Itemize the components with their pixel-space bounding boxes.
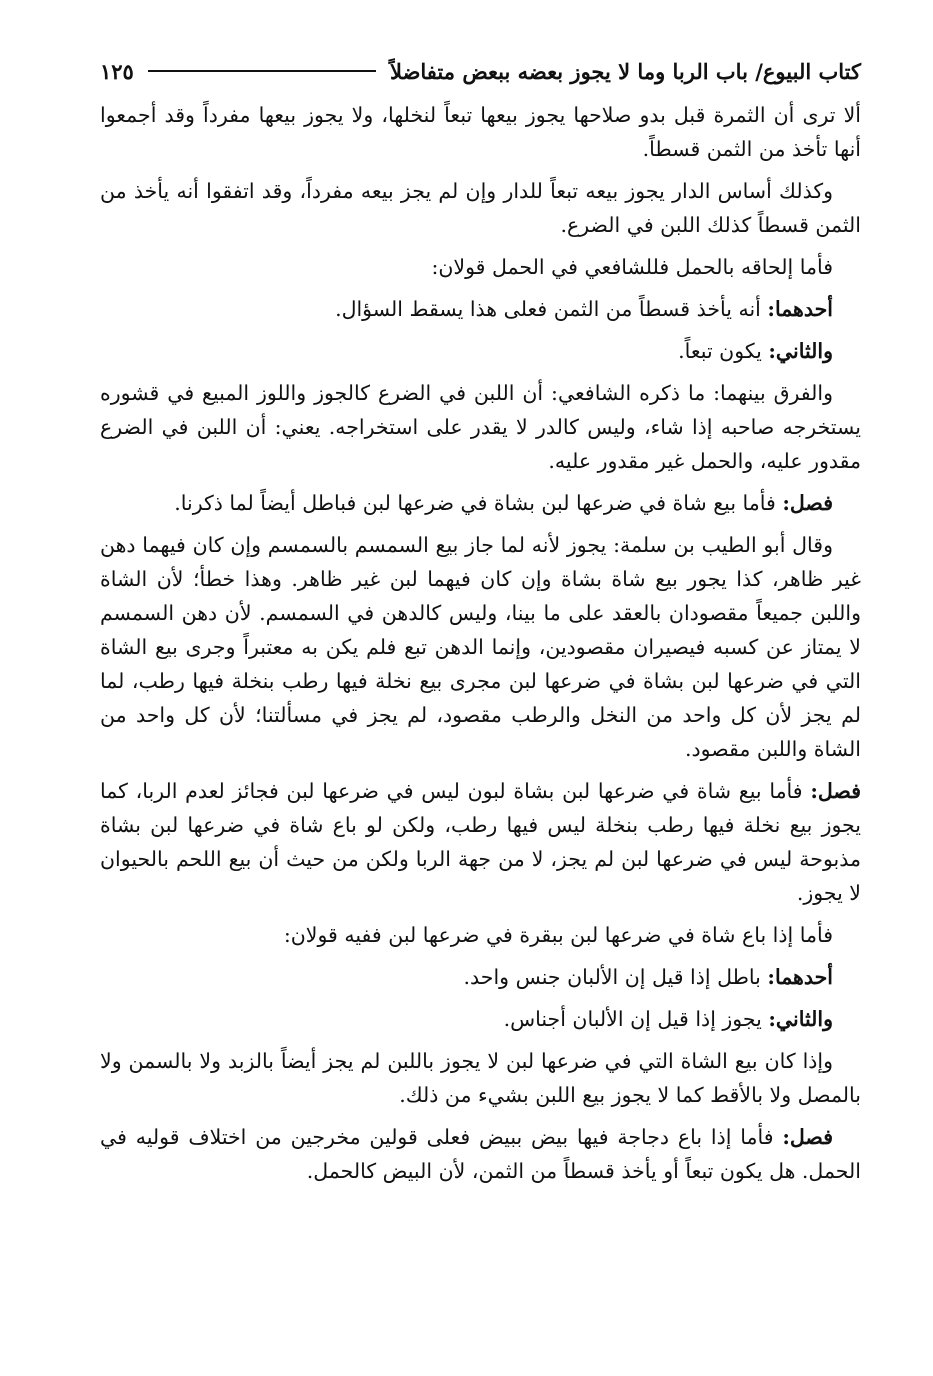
paragraph-label: والثاني: (768, 339, 833, 363)
paragraph-label: والثاني: (768, 1007, 833, 1031)
paragraph-label: فصل: (782, 491, 833, 515)
header-rule (148, 70, 376, 72)
paragraph-text: فأما إلحاقه بالحمل فللشافعي في الحمل قولان: (431, 255, 833, 279)
paragraph (100, 376, 861, 478)
paragraph (100, 1044, 861, 1112)
paragraph-text: وقال أبو الطيب بن سلمة: يجوز لأنه لما جاز بيع السمسم بالسمسم وإن كان فيهما دهن غير ظاهر، كذا يجور بيع شاة بشاة وإن كان فيهما لبن غير ظاهر. وهذا خطأ؛ لأن الشاة واللبن جميعاً مقصودان بالعقد على ما بينا، وليس كالدهن في السمسم. لأن دهن السمسم لا يمتاز عن كسبه فيصيران مقصودين، وإنما الدهن تبع فلم يكن به معتبراً وجرى بيع الشاة التي في ضرعها لبن بشاة في ضرعها لبن مجرى بيع نخلة فيها رطب بنخلة فيها رطب، لما لم يجز لأن كل واحد من النخل والرطب مقصود، لم يجز في مسألتنا؛ لأن كل واحد من الشاة واللبن مقصود. (100, 533, 861, 761)
paragraph-label: أحدهما: (767, 965, 833, 989)
paragraph-text: أنه يأخذ قسطاً من الثمن فعلى هذا يسقط السؤال. (335, 297, 768, 321)
paragraph-text: فأما بيع شاة في ضرعها لبن بشاة في ضرعها لبن فباطل أيضاً لما ذكرنا. (174, 491, 783, 515)
paragraph (100, 528, 861, 766)
paragraph-text: والفرق بينهما: ما ذكره الشافعي: أن اللبن في الضرع كالجوز واللوز المبيع في قشوره يستخرجه صاحبه إذا شاء، وليس كالدر لا يقدر على استخراجه. يعني: أن اللبن في الضرع مقدور عليه، والحمل غير مقدور عليه. (100, 381, 861, 473)
paragraph-text: باطل إذا قيل إن الألبان جنس واحد. (463, 965, 768, 989)
paragraph (100, 292, 861, 326)
paragraph-text: فأما بيع شاة في ضرعها لبن بشاة لبون ليس في ضرعها لبن فجائز لعدم الربا، كما يجوز بيع نخلة فيها رطب بنخلة ليس فيها رطب، ولكن لو باع شاة في ضرعها لبن بشاة مذبوحة ليس في ضرعها لبن لم يجز، لا من جهة الربا ولكن من حيث أن بيع اللحم بالحيوان لا يجوز. (100, 779, 861, 905)
paragraph (100, 960, 861, 994)
paragraph (100, 486, 861, 520)
page-body (100, 98, 861, 1188)
paragraph (100, 1120, 861, 1188)
running-title: كتاب البيوع/ باب الربا وما لا يجوز بعضه ببعض متفاضلاً (390, 58, 861, 84)
paragraph (100, 250, 861, 284)
paragraph-label: أحدهما: (767, 297, 833, 321)
paragraph (100, 1002, 861, 1036)
page-number: ١٢٥ (100, 58, 134, 84)
paragraph-text: يجوز إذا قيل إن الألبان أجناس. (503, 1007, 769, 1031)
paragraph-label: فصل: (782, 1125, 833, 1149)
paragraph (100, 774, 861, 910)
paragraph-text: وإذا كان بيع الشاة التي في ضرعها لبن لا يجوز باللبن لم يجز أيضاً بالزبد ولا بالسمن ولا بالمصل ولا بالأقط كما لا يجوز بيع اللبن بشيء من ذلك. (100, 1049, 861, 1107)
paragraph-text: فأما إذا باع شاة في ضرعها لبن ببقرة في ضرعها لبن ففيه قولان: (283, 923, 833, 947)
page-header (100, 52, 861, 90)
paragraph (100, 918, 861, 952)
paragraph-text: ألا ترى أن الثمرة قبل بدو صلاحها يجوز بيعها تبعاً لنخلها، ولا يجوز بيعها مفرداً وقد أجمعوا أنها تأخذ من الثمن قسطاً. (100, 103, 861, 161)
paragraph-text: وكذلك أساس الدار يجوز بيعه تبعاً للدار وإن لم يجز بيعه مفرداً، وقد اتفقوا أنه يأخذ من الثمن قسطاً كذلك اللبن في الضرع. (100, 179, 861, 237)
paragraph-text: فأما إذا باع دجاجة فيها بيض ببيض فعلى قولين مخرجين من اختلاف قوليه في الحمل. هل يكون تبعاً أو يأخذ قسطاً من الثمن، لأن البيض كالحمل. (100, 1125, 861, 1183)
paragraph-text: يكون تبعاً. (678, 339, 769, 363)
paragraph (100, 334, 861, 368)
paragraph (100, 98, 861, 166)
paragraph-label: فصل: (810, 779, 861, 803)
paragraph (100, 174, 861, 242)
